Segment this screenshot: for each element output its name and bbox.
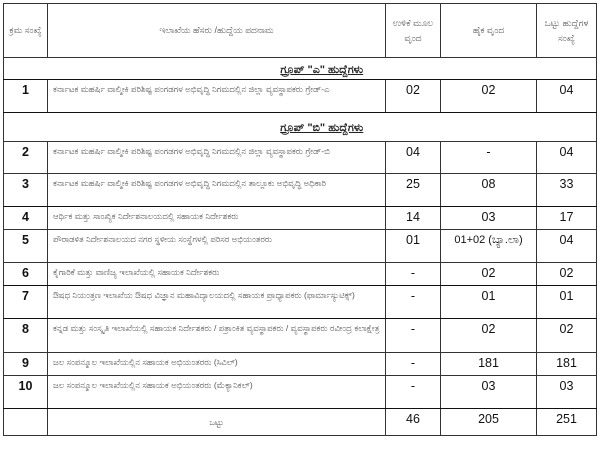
header-serial: ಕ್ರಮ ಸಂಖ್ಯೆ bbox=[4, 4, 48, 58]
row-local: - bbox=[386, 353, 441, 376]
row-description: ಜಲ ಸಂಪನ್ಮೂಲ ಇಲಾಖೆಯಲ್ಲಿನ ಸಹಾಯಕ ಅಭಿಯಂತರರು (ಸಿವಿಲ್) bbox=[48, 353, 386, 376]
row-total: 181 bbox=[537, 353, 597, 376]
row-serial: 1 bbox=[4, 80, 48, 113]
header-hk-cadre: ಹೈಕ ವೃಂದ bbox=[441, 4, 537, 58]
row-serial: 7 bbox=[4, 286, 48, 319]
row-local: 04 bbox=[386, 142, 441, 174]
row-serial: 10 bbox=[4, 376, 48, 409]
table-row bbox=[4, 353, 597, 376]
row-serial: 6 bbox=[4, 263, 48, 286]
row-hk: - bbox=[441, 142, 537, 174]
row-hk: 01 bbox=[441, 286, 537, 319]
row-local: 14 bbox=[386, 207, 441, 230]
row-total: 02 bbox=[537, 319, 597, 353]
row-local: - bbox=[386, 376, 441, 409]
header-local-cadre: ಉಳಿಕೆ ಮೂಲ ವೃಂದ bbox=[386, 4, 441, 58]
row-local: 02 bbox=[386, 80, 441, 113]
row-total: 33 bbox=[537, 174, 597, 207]
row-local: - bbox=[386, 319, 441, 353]
table-row bbox=[4, 263, 597, 286]
row-total: 17 bbox=[537, 207, 597, 230]
row-total: 04 bbox=[537, 80, 597, 113]
row-description: ಕರ್ನಾಟಕ ಮಹರ್ಷಿ ವಾಲ್ಮೀಕಿ ಪರಿಶಿಷ್ಟ ಪಂಗಡಗಳ ಅಭಿವೃದ್ಧಿ ನಿಗಮದಲ್ಲಿನ ಜಿಲ್ಲಾ ವ್ಯವಸ್ಥಾಪಕರು ಗ್ರೇಡ್-ಎ bbox=[48, 80, 386, 113]
row-hk: 02 bbox=[441, 319, 537, 353]
row-local: 01 bbox=[386, 230, 441, 263]
total-row bbox=[4, 409, 597, 436]
row-total: 04 bbox=[537, 142, 597, 174]
row-hk: 01+02 (ಬ್ಯಾ.ಲಾ) bbox=[441, 230, 537, 263]
row-description: ಔಷಧ ನಿಯಂತ್ರಣ ಇಲಾಖೆಯ ಔಷಧ ವಿಜ್ಞಾನ ಮಹಾವಿದ್ಯಾಲಯದಲ್ಲಿ ಸಹಾಯಕ ಪ್ರಾಧ್ಯಾಪಕರು (ಫಾರ್ಮಾಸ್ಯುಟಿಕ್ಸ್) bbox=[48, 286, 386, 319]
group-a-row bbox=[4, 58, 597, 80]
table-header-row bbox=[4, 4, 597, 58]
total-local: 46 bbox=[386, 409, 441, 436]
row-total: 03 bbox=[537, 376, 597, 409]
header-total-posts: ಒಟ್ಟು ಹುದ್ದೆಗಳ ಸಂಖ್ಯೆ bbox=[537, 4, 597, 58]
row-description: ಪೌರಾಡಳಿತ ನಿರ್ದೇಶನಾಲಯದ ನಗರ ಸ್ಥಳೀಯ ಸಂಸ್ಥೆಗಳಲ್ಲಿ ಪರಿಸರ ಅಭಿಯಂತರರು bbox=[48, 230, 386, 263]
total-hk: 205 bbox=[441, 409, 537, 436]
row-local: 25 bbox=[386, 174, 441, 207]
row-hk: 03 bbox=[441, 376, 537, 409]
total-label: ಒಟ್ಟು bbox=[48, 409, 386, 436]
row-total: 02 bbox=[537, 263, 597, 286]
row-serial: 8 bbox=[4, 319, 48, 353]
table-row bbox=[4, 80, 597, 113]
table-row bbox=[4, 207, 597, 230]
row-hk: 181 bbox=[441, 353, 537, 376]
row-description: ಕೈಗಾರಿಕೆ ಮತ್ತು ವಾಣಿಜ್ಯ ಇಲಾಖೆಯಲ್ಲಿ ಸಹಾಯಕ ನಿರ್ದೇಶಕರು bbox=[48, 263, 386, 286]
total-serial-empty bbox=[4, 409, 48, 436]
row-serial: 9 bbox=[4, 353, 48, 376]
group-b-title: ಗ್ರೂಪ್ "ಬಿ" ಹುದ್ದೆಗಳು bbox=[280, 122, 364, 134]
row-total: 04 bbox=[537, 230, 597, 263]
row-local: - bbox=[386, 286, 441, 319]
row-description: ಕರ್ನಾಟಕ ಮಹರ್ಷಿ ವಾಲ್ಮೀಕಿ ಪರಿಶಿಷ್ಟ ಪಂಗಡಗಳ ಅಭಿವೃದ್ಧಿ ನಿಗಮದಲ್ಲಿನ ಜಿಲ್ಲಾ ವ್ಯವಸ್ಥಾಪಕರು ಗ್ರೇಡ್-ಬಿ bbox=[48, 142, 386, 174]
row-total: 01 bbox=[537, 286, 597, 319]
row-hk: 02 bbox=[441, 263, 537, 286]
row-serial: 3 bbox=[4, 174, 48, 207]
table-row bbox=[4, 376, 597, 409]
row-description: ಕರ್ನಾಟಕ ಮಹರ್ಷಿ ವಾಲ್ಮೀಕಿ ಪರಿಶಿಷ್ಟ ಪಂಗಡಗಳ ಅಭಿವೃದ್ಧಿ ನಿಗಮದಲ್ಲಿನ ತಾಲ್ಲೂಕು ಅಭಿವೃದ್ಧಿ ಅಧಿಕಾರಿ bbox=[48, 174, 386, 207]
table-row bbox=[4, 142, 597, 174]
group-a-title: ಗ್ರೂಪ್ "ಎ" ಹುದ್ದೆಗಳು bbox=[280, 63, 364, 76]
row-serial: 4 bbox=[4, 207, 48, 230]
row-local: - bbox=[386, 263, 441, 286]
total-posts: 251 bbox=[537, 409, 597, 436]
row-serial: 5 bbox=[4, 230, 48, 263]
table-row bbox=[4, 230, 597, 263]
group-b-row bbox=[4, 113, 597, 142]
row-description: ಆರ್ಥಿಕ ಮತ್ತು ಸಾಂಖ್ಯಿಕ ನಿರ್ದೇಶನಾಲಯದಲ್ಲಿ ಸಹಾಯಕ ನಿರ್ದೇಶಕರು bbox=[48, 207, 386, 230]
table-row bbox=[4, 286, 597, 319]
row-description: ಕನ್ನಡ ಮತ್ತು ಸಂಸ್ಕೃತಿ ಇಲಾಖೆಯಲ್ಲಿ ಸಹಾಯಕ ನಿರ್ದೇಶಕರು / ಪತ್ರಾಂಕಿತ ವ್ಯವಸ್ಥಾಪಕರು / ವ್ಯವಸ್ಥಾಪಕರು ರವೀಂದ್ರ ಕಲಾಕ್ಷೇತ್ರ bbox=[48, 319, 386, 353]
row-hk: 08 bbox=[441, 174, 537, 207]
table-row bbox=[4, 319, 597, 353]
row-hk: 03 bbox=[441, 207, 537, 230]
row-description: ಜಲ ಸಂಪನ್ಮೂಲ ಇಲಾಖೆಯಲ್ಲಿನ ಸಹಾಯಕ ಅಭಿಯಂತರರು (ಮೆಕ್ಯಾನಿಕಲ್) bbox=[48, 376, 386, 409]
row-hk: 02 bbox=[441, 80, 537, 113]
row-serial: 2 bbox=[4, 142, 48, 174]
header-department: ಇಲಾಖೆಯ ಹೆಸರು /ಹುದ್ದೆಯ ಪದನಾಮ bbox=[48, 4, 386, 58]
posts-table bbox=[3, 3, 597, 436]
table-row bbox=[4, 174, 597, 207]
